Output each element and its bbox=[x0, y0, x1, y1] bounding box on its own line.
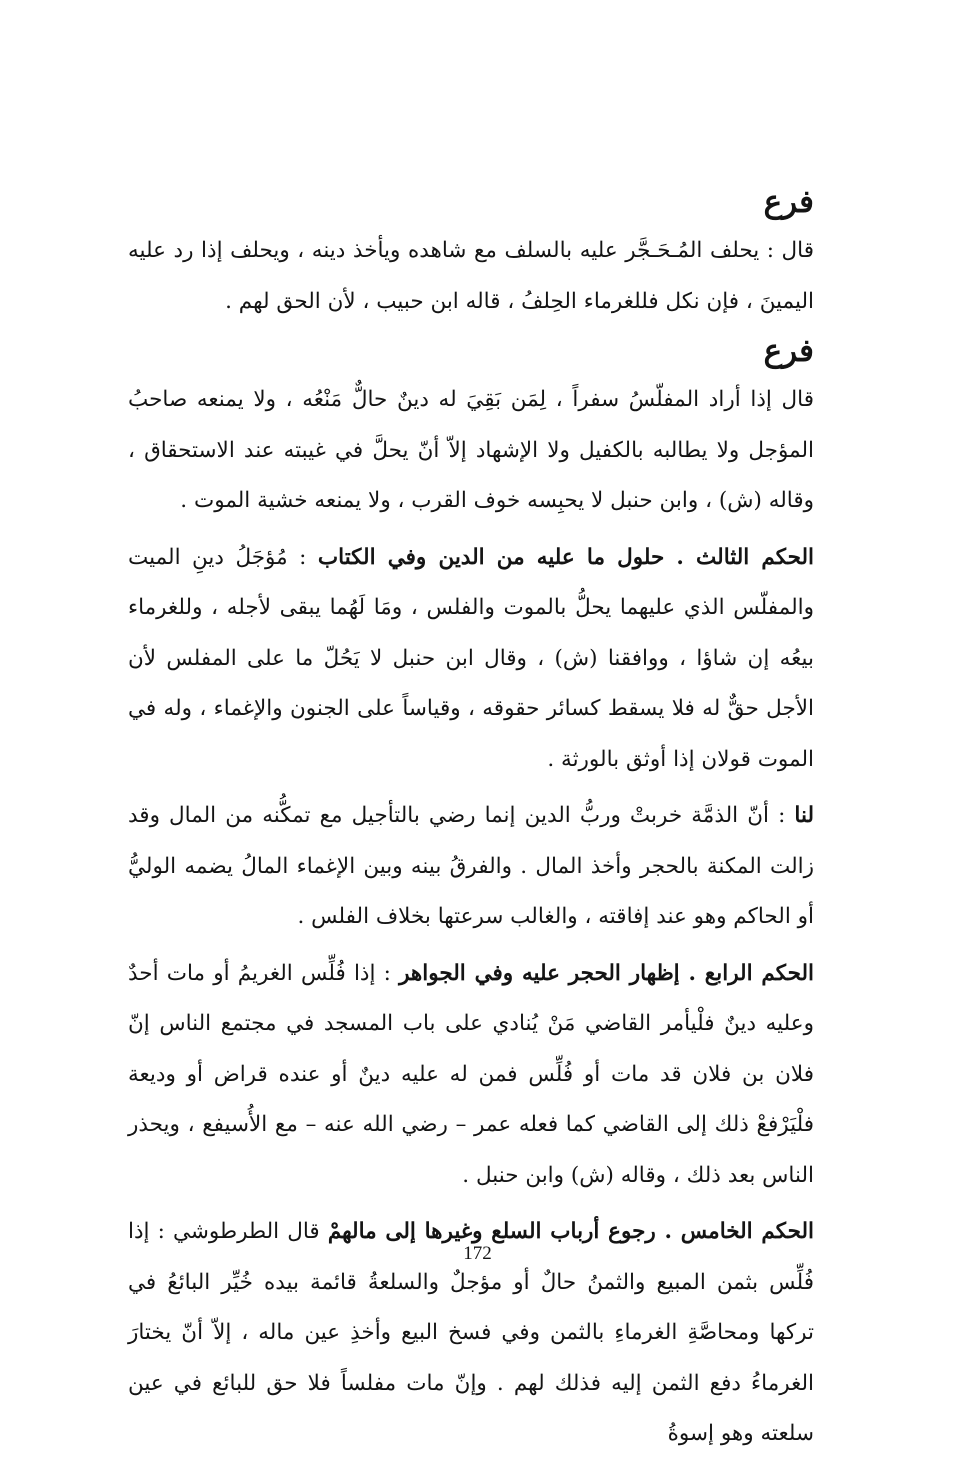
paragraph-4-lead: لنا bbox=[794, 803, 814, 828]
page-number: 172 bbox=[463, 1243, 492, 1264]
paragraph-5 bbox=[128, 949, 814, 1202]
section-heading-far-2: فرع bbox=[763, 333, 814, 369]
paragraph-4-text: : أنّ الذمَّة خربتْ وربُّ الدين إنما رضي بالتأجيل مع تمكُّنه من المال وقد زالت المكنة بالحجر وأخذ المال . والفرقُ بينه وبين الإغماء المالُ يضمه الوليُّ أو الحاكم وهو عند إفاقته ، والغالب سرعتها بخلاف الفلس . bbox=[128, 803, 814, 929]
paragraph-4 bbox=[128, 791, 814, 943]
paragraph-3 bbox=[128, 533, 814, 786]
paragraph-3-lead: الحكم الثالث . حلول ما عليه من الدين وفي الكتاب bbox=[317, 544, 814, 570]
section-heading-far-1: فرع bbox=[763, 184, 814, 220]
paragraph-2: قال إذا أراد المفلّسُ سفراً ، لِمَن بَقِيَ له دينٌ حالٌّ مَنْعُه ، ولا يمنعه صاحبُ المؤجل ولا يطالبه بالكفيل ولا الإشهاد إلاّ أنّ يحلَّ في غيبته عند الاستحقاق ، وقاله (ش) ، وابن حنبل لا يحبِسه خوف القرب ، ولا يمنعه خشية الموت . bbox=[128, 387, 814, 513]
paragraph-1: قال : يحلف المُـحَـجَّر عليه بالسلف مع شاهده ويأخذ دينه ، ويحلف إذا رد عليه اليمينَ ، فإن نكل فللغرماء الحِلفُ ، قاله ابن حبيب ، لأن الحق لهم . bbox=[128, 238, 814, 314]
page-body bbox=[128, 180, 814, 1460]
paragraph-6-lead: الحكم الخامس . رجوع أرباب السلع وغيرها إلى مالهمْ bbox=[327, 1219, 814, 1244]
paragraph-5-text: : إذا فُلِّس الغريمُ أو مات أحدٌ وعليه دينٌ فلْيأمر القاضي مَنْ يُنادي على باب المسجد في مجتمع الناس إنّ فلان بن فلان قد مات أو فُلِّس فمن له عليه دينٌ أو عنده قراض أو وديعة فلْيَرْفعْ ذلك إلى القاضي كما فعله عمر – رضي الله عنه – مع الأُسيفع ، ويحذر الناس بعد ذلك ، وقاله (ش) وابن حنبل . bbox=[128, 960, 814, 1188]
paragraph-6-text: قال الطرطوشي : إذا فُلِّس بثمن المبيع والثمنُ حالٌ أو مؤجلٌ والسلعةُ قائمة بيده خُيِّر البائعُ في تركها ومحاصَّةِ الغرماءِ بالثمن وفي فسخ البيع وأخذِ عين ماله ، إلاّ أنّ يختارَ الغرماءُ دفع الثمن إليه فذلك لهم . وإنّ مات مفلساً فلا حق للبائع في عين سلعته وهو إسوةُ bbox=[128, 1219, 814, 1446]
paragraph-5-lead: الحكم الرابع . إظهار الحجر عليه وفي الجواهر bbox=[399, 960, 814, 986]
paragraph-3-text: : مُؤجَلُ دينِ الميت والمفلّس الذي عليهما يحلُّ بالموت والفلس ، ومَا لَهُما يبقى لأجله ، وللغرماء بيعُه إن شاؤا ، ووافقنا (ش) ، وقال ابن حنبل لا يَحُلّ ما على المفلس لأن الأجل حقٌّ له فلا يسقط كسائر حقوقه ، وقياساً على الجنون والإغماء ، وله في الموت قولان إذا أوثق بالورثة . bbox=[128, 544, 814, 772]
